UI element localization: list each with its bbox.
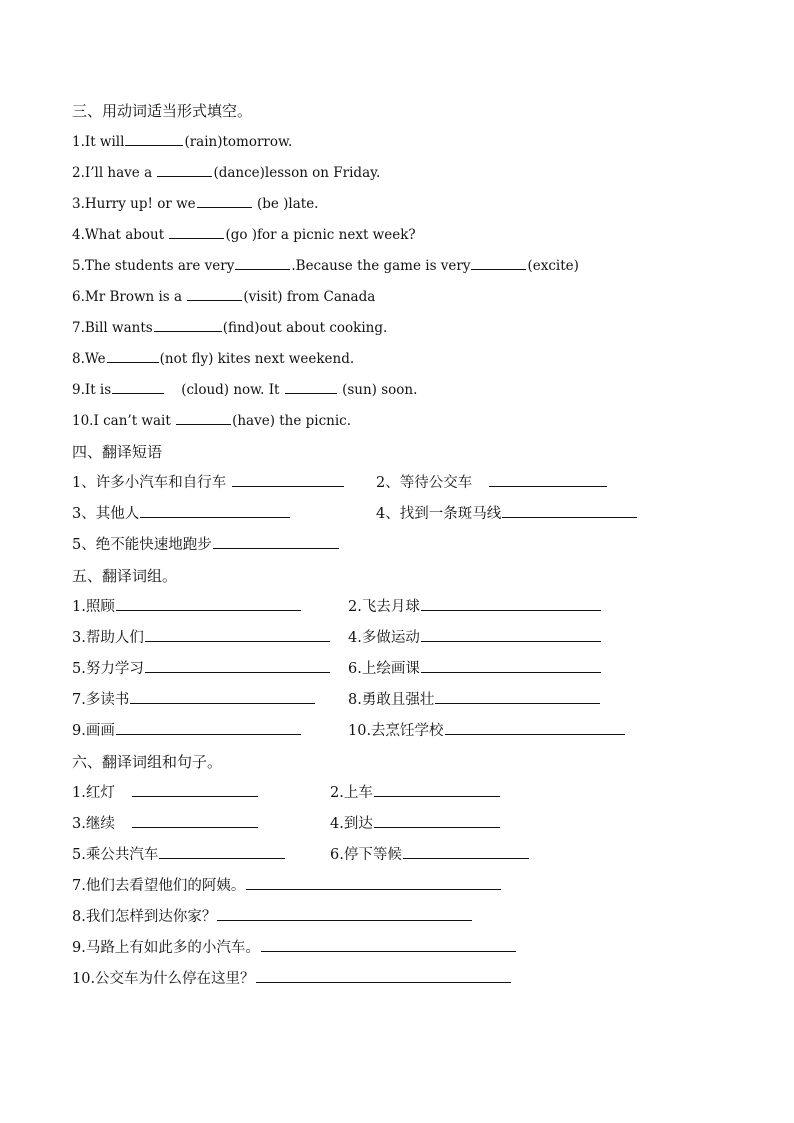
- question-text: 8.We: [72, 351, 106, 367]
- phrase-item: [72, 809, 259, 840]
- phrase-item: [348, 623, 602, 654]
- answer-blank[interactable]: [197, 193, 252, 208]
- answer-blank[interactable]: [403, 844, 529, 859]
- section-6-row: [72, 809, 732, 840]
- answer-blank[interactable]: [145, 658, 330, 673]
- phrase-item: [330, 840, 530, 871]
- answer-blank[interactable]: [140, 503, 290, 518]
- answer-blank[interactable]: [169, 224, 224, 239]
- phrase-item: [330, 809, 501, 840]
- sentence-label: 8.我们怎样到达你家？: [72, 909, 217, 925]
- answer-blank[interactable]: [145, 627, 330, 642]
- phrase-item: [330, 778, 501, 809]
- section-5-row: [72, 623, 732, 654]
- answer-blank[interactable]: [421, 596, 601, 611]
- phrase-label: 2.飞去月球: [348, 599, 420, 615]
- phrase-item: [348, 685, 601, 716]
- answer-blank[interactable]: [445, 720, 625, 735]
- answer-blank[interactable]: [112, 379, 164, 394]
- question-text: 2.I’ll have a: [72, 165, 153, 181]
- phrase-label: 7.多读书: [72, 692, 130, 708]
- question-3-7: [72, 313, 732, 344]
- phrase-label: 10.去烹饪学校: [348, 723, 444, 739]
- section-4-row: [72, 530, 732, 561]
- answer-blank[interactable]: [187, 286, 242, 301]
- section-4-heading: 四、翻译短语: [72, 443, 163, 461]
- answer-blank[interactable]: [502, 503, 637, 518]
- answer-blank[interactable]: [256, 968, 511, 983]
- phrase-label: 9.画画: [72, 723, 115, 739]
- phrase-item: [376, 499, 638, 530]
- phrase-item: [72, 499, 291, 530]
- answer-blank[interactable]: [176, 410, 231, 425]
- sentence-label: 9.马路上有如此多的小汽车。: [72, 940, 260, 956]
- phrase-label: 6.停下等候: [330, 847, 402, 863]
- phrase-item: [72, 530, 340, 561]
- sentence-label: 7.他们去看望他们的阿姨。: [72, 878, 246, 894]
- phrase-label: 3、其他人: [72, 506, 140, 522]
- question-3-2: [72, 158, 732, 189]
- phrase-item: [72, 778, 259, 809]
- question-text: (rain)tomorrow.: [184, 134, 293, 150]
- sentence-item: [72, 871, 732, 902]
- phrase-label: 3.帮助人们: [72, 630, 144, 646]
- phrase-item: [348, 592, 602, 623]
- question-3-6: [72, 282, 732, 313]
- question-text: 3.Hurry up! or we: [72, 196, 196, 212]
- answer-blank[interactable]: [374, 782, 500, 797]
- question-3-1: [72, 127, 732, 158]
- answer-blank[interactable]: [125, 131, 183, 146]
- answer-blank[interactable]: [132, 782, 258, 797]
- phrase-label: 1.照顾: [72, 599, 115, 615]
- question-3-8: [72, 344, 732, 375]
- phrase-label: 6.上绘画课: [348, 661, 420, 677]
- answer-blank[interactable]: [261, 937, 516, 952]
- section-6-row: [72, 840, 732, 871]
- sentence-item: [72, 964, 732, 995]
- section-5-row: [72, 592, 732, 623]
- question-text: (go )for a picnic next week?: [225, 227, 416, 243]
- section-4-row: [72, 499, 732, 530]
- sentence-item: [72, 902, 732, 933]
- answer-blank[interactable]: [471, 255, 526, 270]
- answer-blank[interactable]: [132, 813, 258, 828]
- phrase-label: 5、绝不能快速地跑步: [72, 537, 212, 553]
- phrase-item: [376, 468, 608, 499]
- phrase-label: 5.乘公共汽车: [72, 847, 159, 863]
- question-3-9: [72, 375, 732, 406]
- question-text: 9.It is: [72, 382, 112, 398]
- question-text: 5.The students are very: [72, 258, 235, 274]
- phrase-label: 4、找到一条斑马线: [376, 506, 502, 522]
- worksheet-page: [72, 96, 732, 995]
- question-text: (find)out about cooking.: [222, 320, 388, 336]
- answer-blank[interactable]: [246, 875, 501, 890]
- phrase-item: [72, 716, 302, 747]
- phrase-item: [348, 716, 626, 747]
- section-5-row: [72, 654, 732, 685]
- phrase-label: 8.勇敢且强壮: [348, 692, 435, 708]
- answer-blank[interactable]: [421, 627, 601, 642]
- sentence-label: 10.公交车为什么停在这里？: [72, 971, 255, 987]
- phrase-label: 3.继续: [72, 816, 115, 832]
- section-6-heading: 六、翻译词组和句子。: [72, 753, 223, 771]
- question-text: (sun) soon.: [337, 382, 418, 398]
- question-3-10: [72, 406, 732, 437]
- phrase-label: 2、等待公交车: [376, 475, 473, 491]
- answer-blank[interactable]: [157, 162, 212, 177]
- phrase-item: [72, 623, 331, 654]
- phrase-item: [72, 592, 302, 623]
- question-text: 10.I can’t wait: [72, 413, 171, 429]
- answer-blank[interactable]: [130, 689, 315, 704]
- answer-blank[interactable]: [217, 906, 472, 921]
- question-text: (visit) from Canada: [243, 289, 376, 305]
- answer-blank[interactable]: [107, 348, 159, 363]
- question-text: (cloud) now. It: [181, 382, 280, 398]
- phrase-item: [72, 468, 345, 499]
- answer-blank[interactable]: [213, 534, 339, 549]
- phrase-label: 4.到达: [330, 816, 373, 832]
- question-3-4: [72, 220, 732, 251]
- answer-blank[interactable]: [374, 813, 500, 828]
- phrase-label: 1、许多小汽车和自行车: [72, 475, 227, 491]
- phrase-label: 4.多做运动: [348, 630, 420, 646]
- question-text: (have) the picnic.: [232, 413, 352, 429]
- phrase-label: 5.努力学习: [72, 661, 144, 677]
- phrase-item: [72, 685, 316, 716]
- phrase-item: [72, 654, 331, 685]
- section-6-row: [72, 778, 732, 809]
- answer-blank[interactable]: [159, 844, 285, 859]
- question-3-5: [72, 251, 732, 282]
- answer-blank[interactable]: [232, 472, 344, 487]
- question-text: 4.What about: [72, 227, 165, 243]
- phrase-label: 2.上车: [330, 785, 373, 801]
- answer-blank[interactable]: [285, 379, 337, 394]
- answer-blank[interactable]: [116, 720, 301, 735]
- answer-blank[interactable]: [435, 689, 600, 704]
- question-text: 6.Mr Brown is a: [72, 289, 183, 305]
- question-text: .Because the game is very: [291, 258, 471, 274]
- sentence-item: [72, 933, 732, 964]
- question-3-3: [72, 189, 732, 220]
- answer-blank[interactable]: [235, 255, 290, 270]
- question-text: 7.Bill wants: [72, 320, 153, 336]
- section-3-heading: 三、用动词适当形式填空。: [72, 102, 253, 120]
- phrase-item: [72, 840, 286, 871]
- phrase-item: [348, 654, 602, 685]
- question-text: (be )late.: [252, 196, 319, 212]
- answer-blank[interactable]: [116, 596, 301, 611]
- section-5-row: [72, 685, 732, 716]
- answer-blank[interactable]: [489, 472, 607, 487]
- question-text: (dance)lesson on Friday.: [213, 165, 381, 181]
- answer-blank[interactable]: [421, 658, 601, 673]
- phrase-label: 1.红灯: [72, 785, 115, 801]
- question-text: (excite): [527, 258, 579, 274]
- answer-blank[interactable]: [154, 317, 222, 332]
- section-4-row: [72, 468, 732, 499]
- question-text: 1.It will: [72, 134, 125, 150]
- section-5-row: [72, 716, 732, 747]
- question-text: (not fly) kites next weekend.: [159, 351, 355, 367]
- section-5-heading: 五、翻译词组。: [72, 567, 178, 585]
